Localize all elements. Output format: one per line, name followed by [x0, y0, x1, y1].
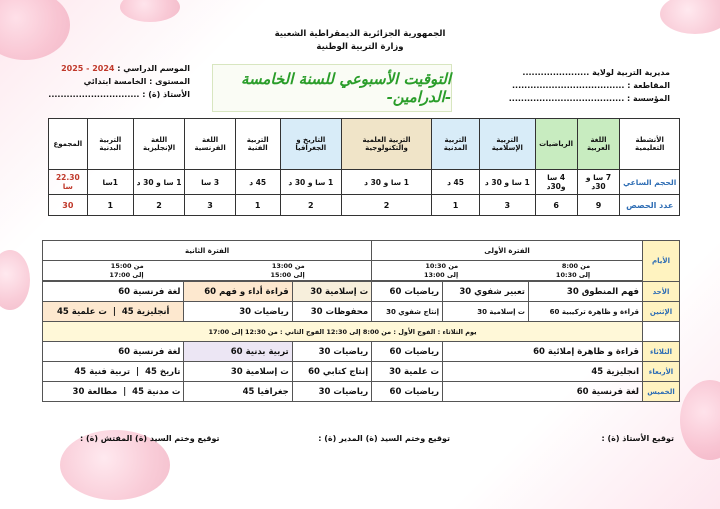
volume-cell: 9 — [577, 195, 620, 216]
lesson-cell: ت إسلامية 30 — [443, 302, 529, 322]
p1-start-1: من 8:00 — [561, 261, 591, 270]
lesson-cell: لغة فرنسية 60 — [443, 382, 643, 402]
lesson-cell: لغة فرنسية 60 — [43, 342, 184, 362]
p2-end-1: إلى 15:00 — [270, 270, 305, 279]
volume-header-cell: المجموع — [49, 119, 88, 170]
title-banner — [212, 64, 452, 112]
volume-cell: 45 د — [432, 170, 480, 195]
science-lesson: ت علمية 45 — [57, 306, 107, 317]
volume-header-cell: التاريخ و الجغرافيا — [280, 119, 341, 170]
days-header: الأيام — [643, 241, 680, 282]
teacher-signature: توقيع الأستاذ (ة) : — [601, 434, 674, 443]
lesson-cell: تاريخ 45 | تربية فنية 45 — [43, 362, 184, 382]
period-1-times — [372, 261, 643, 281]
lesson-cell: رياضيات 30 — [292, 382, 371, 402]
volume-cell: 45 د — [235, 170, 280, 195]
volume-header-cell: الرياضيات — [535, 119, 577, 170]
english-lesson: أنجليزية 45 — [121, 306, 170, 317]
volume-header-cell: اللغة الفرنسية — [185, 119, 236, 170]
schedule-row-monday — [43, 302, 680, 322]
history-lesson: تاريخ 45 — [145, 366, 181, 377]
lesson-cell: رياضيات 30 — [184, 302, 292, 322]
volume-header-cell: التربية المدنية — [432, 119, 480, 170]
volume-cell: 2 — [280, 195, 341, 216]
lesson-cell: جغرافيا 45 — [184, 382, 292, 402]
lesson-cell: أنجليزية 45 | ت علمية 45 — [43, 302, 184, 322]
p2-start-1: من 13:00 — [271, 261, 305, 270]
school-field: المؤسسة : ...................................... — [508, 94, 670, 103]
volume-header-cell: التربية العلمية والتكنولوجية — [342, 119, 432, 170]
volume-row-label: الحجم الساعي — [620, 170, 680, 195]
teacher-field: الأستاذ (ة) : .............................. — [48, 90, 190, 99]
volume-header-cell: التربية البدنية — [87, 119, 133, 170]
day-label: الإثنين — [643, 302, 680, 322]
lesson-cell: إنتاج شفوي 30 — [372, 302, 443, 322]
banner-title: التوقيت الأسبوعي للسنة الخامسة -الدرامين- — [240, 70, 451, 106]
volume-cell: 1 — [87, 195, 133, 216]
tuesday-note: يوم الثلاثاء : الفوج الأول : من 8:00 إلى 12:30 الفوج الثاني : من 12:30 إلى 17:00 — [43, 322, 643, 342]
day-label: الأربعاء — [643, 362, 680, 382]
lesson-cell: رياضيات 60 — [372, 382, 443, 402]
directorate-field: مديرية التربية لولاية ...................... — [522, 68, 670, 77]
volume-header-cell: التربية الفنية — [235, 119, 280, 170]
volume-cell: 7 سا و 30د — [577, 170, 620, 195]
volume-header-cell: التربية الإسلامية — [479, 119, 535, 170]
schedule-row-tuesday — [43, 342, 680, 362]
lesson-cell: تعبير شفوي 30 — [443, 282, 529, 302]
civics-lesson: ت مدنية 45 — [132, 386, 181, 397]
p2-start-2: من 15:00 — [110, 261, 144, 270]
day-label-empty — [643, 322, 680, 342]
schedule-row-thursday — [43, 382, 680, 402]
ministry-title: وزارة التربية الوطنية — [316, 42, 404, 52]
header-center — [40, 28, 680, 54]
volume-cell: 2 — [133, 195, 184, 216]
volume-header-cell: اللغة الإنجليزية — [133, 119, 184, 170]
header-left — [40, 62, 190, 101]
inspector-signature: توقيع وختم السيد (ة) المفتش (ة) : — [80, 434, 220, 443]
period-2-times — [43, 261, 372, 281]
lesson-cell: تربية بدنية 60 — [184, 342, 292, 362]
day-label: الثلاثاء — [643, 342, 680, 362]
volume-cell: 2 — [342, 195, 432, 216]
schedule-header-row — [43, 241, 680, 261]
volume-cell: 1 — [235, 195, 280, 216]
volume-cell: 1 سا و 30 د — [342, 170, 432, 195]
lesson-cell: إنتاج كتابي 60 — [292, 362, 371, 382]
flower-decoration — [0, 250, 30, 310]
p1-end-1: إلى 10:30 — [555, 270, 591, 279]
lesson-cell: قراءة و ظاهرة تركيبية 60 — [528, 302, 642, 322]
volume-cell: 1 سا و 30 د — [280, 170, 341, 195]
lesson-cell: ت إسلامية 30 — [184, 362, 292, 382]
volume-cell: 1 سا و 30 د — [133, 170, 184, 195]
volume-table — [48, 118, 680, 216]
timetable-sheet — [40, 14, 680, 504]
volume-header-cell: الأنشطة التعليمية — [620, 119, 680, 170]
director-signature: توقيع وختم السيد (ة) المدير (ة) : — [318, 434, 450, 443]
day-label: الأحد — [643, 282, 680, 302]
volume-cell: 6 — [535, 195, 577, 216]
volume-cell: 3 — [185, 195, 236, 216]
volume-header-row — [49, 119, 680, 170]
lesson-cell: ت علمية 30 — [372, 362, 443, 382]
volume-cell: 22.30 سا — [49, 170, 88, 195]
volume-cell: 1سا — [87, 170, 133, 195]
volume-header-cell: اللغة العربية — [577, 119, 620, 170]
schedule-row-sunday — [43, 282, 680, 302]
season-label: الموسم الدراسي : — [114, 64, 190, 73]
lesson-cell: رياضيات 30 — [292, 342, 371, 362]
flower-decoration — [680, 380, 720, 460]
lesson-cell: ت مدنية 45 | مطالعة 30 — [43, 382, 184, 402]
lesson-cell: محفوظات 30 — [292, 302, 371, 322]
hours-row — [49, 170, 680, 195]
volume-cell: 4 سا و30د — [535, 170, 577, 195]
art-lesson: تربية فنية 45 — [74, 366, 131, 377]
p2-end-2: إلى 17:00 — [109, 270, 144, 279]
volume-cell: 1 — [432, 195, 480, 216]
volume-cell: 3 — [479, 195, 535, 216]
lesson-cell: لغة فرنسية 60 — [43, 282, 184, 302]
p1-start-2: من 10:30 — [425, 261, 459, 270]
lesson-cell: رياضيات 60 — [372, 282, 443, 302]
lesson-cell: فهم المنطوق 30 — [528, 282, 642, 302]
period-2-header: الفترة الثانية — [43, 241, 372, 261]
season-year: 2024 - 2025 — [61, 64, 115, 73]
reading-lesson: مطالعة 30 — [72, 386, 118, 397]
volume-cell: 3 سا — [185, 170, 236, 195]
sessions-row — [49, 195, 680, 216]
district-field: المقاطعة : ..................................... — [512, 81, 670, 90]
lesson-cell: ت إسلامية 30 — [292, 282, 371, 302]
lesson-cell: قراءة أداء و فهم 60 — [184, 282, 292, 302]
p1-end-2: إلى 13:00 — [423, 270, 459, 279]
volume-cell: 1 سا و 30 د — [479, 170, 535, 195]
schedule-row-wednesday — [43, 362, 680, 382]
level-field: المستوى : الخامسة ابتدائي — [83, 77, 190, 86]
school-year — [40, 62, 190, 75]
lesson-cell: انجليزية 45 — [443, 362, 643, 382]
header-right — [480, 66, 670, 105]
republic-title: الجمهورية الجزائرية الديمقراطية الشعبية — [274, 29, 446, 39]
volume-cell: 30 — [49, 195, 88, 216]
times-row — [43, 261, 680, 281]
lesson-cell: قراءة و ظاهرة إملائية 60 — [443, 342, 643, 362]
tuesday-note-row — [43, 322, 680, 342]
day-label: الخميس — [643, 382, 680, 402]
lesson-cell: رياضيات 60 — [372, 342, 443, 362]
volume-row-label: عدد الحصص — [620, 195, 680, 216]
weekly-schedule — [42, 240, 680, 402]
period-1-header: الفترة الأولى — [372, 241, 643, 261]
